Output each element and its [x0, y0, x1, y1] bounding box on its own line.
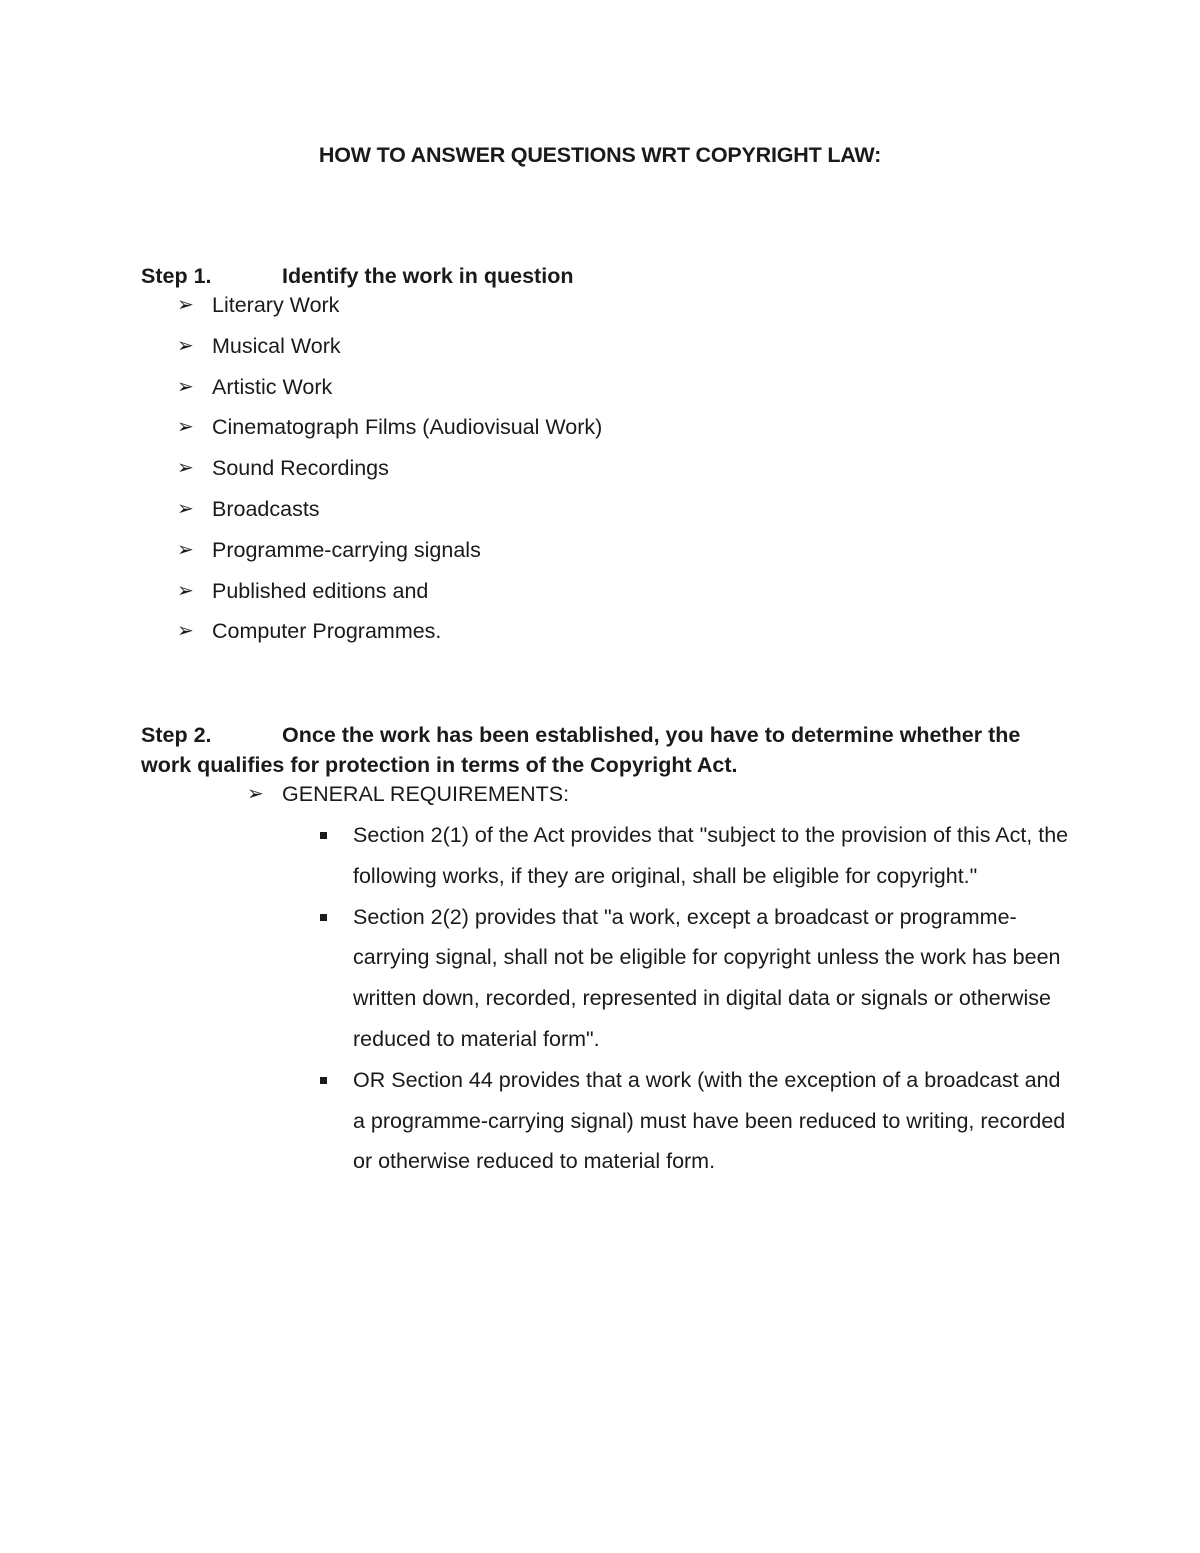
arrow-bullet-icon: ➢ — [177, 457, 194, 480]
requirements-list — [318, 815, 1078, 1182]
list-item — [177, 576, 777, 617]
requirement-text: Section 2(1) of the Act provides that "subject to the provision of this Act, the following works, if they are original, shall be eligible for copyright." — [353, 823, 1069, 888]
list-item — [318, 897, 1078, 1060]
arrow-bullet-icon: ➢ — [177, 416, 194, 439]
arrow-bullet-icon: ➢ — [177, 538, 194, 561]
list-item-label: Broadcasts — [212, 496, 320, 521]
arrow-bullet-icon: ➢ — [177, 334, 194, 357]
arrow-bullet-icon: ➢ — [177, 375, 194, 398]
list-item — [318, 815, 1078, 897]
list-item-label: Computer Programmes. — [212, 619, 442, 644]
square-bullet-icon — [320, 1077, 327, 1084]
list-item — [177, 453, 777, 494]
arrow-bullet-icon: ➢ — [247, 783, 264, 805]
general-requirements-label: GENERAL REQUIREMENTS: — [282, 782, 570, 806]
list-item-label: Published editions and — [212, 578, 429, 603]
list-item — [177, 535, 777, 576]
arrow-bullet-icon: ➢ — [177, 294, 194, 316]
step-1-text: Identify the work in question — [282, 264, 574, 288]
list-item — [177, 494, 777, 535]
requirement-text: OR Section 44 provides that a work (with the exception of a broadcast and a programme-carrying signal) must have been reduced to writing, recorded or otherwise reduced to material form. — [353, 1067, 1066, 1174]
arrow-bullet-icon: ➢ — [177, 620, 194, 643]
step-2-text: Once the work has been established, you have to determine whether the work qualifies for protection in terms of the Copyright Act. — [141, 723, 1021, 777]
list-item — [177, 616, 777, 657]
list-item — [177, 290, 777, 331]
list-item-label: Sound Recordings — [212, 456, 389, 481]
list-item — [318, 1060, 1078, 1182]
step-2-heading — [141, 720, 1061, 780]
arrow-bullet-icon: ➢ — [177, 497, 194, 520]
requirement-text: Section 2(2) provides that "a work, except a broadcast or programme-carrying signal, shall not be eligible for copyright unless the work has been written down, recorded, represented in digital data or signals or otherwise reduced to material form". — [353, 904, 1061, 1051]
square-bullet-icon — [320, 832, 327, 839]
list-item-label: Artistic Work — [212, 374, 333, 399]
work-types-list — [177, 290, 777, 657]
step-1-number: Step 1. — [141, 264, 212, 288]
arrow-bullet-icon: ➢ — [177, 579, 194, 602]
list-item — [177, 331, 777, 372]
list-item-label: Programme-carrying signals — [212, 537, 481, 562]
page-title: HOW TO ANSWER QUESTIONS WRT COPYRIGHT LAW: — [318, 143, 882, 167]
step-1-heading — [141, 261, 1061, 291]
list-item — [177, 372, 777, 413]
square-bullet-icon — [320, 914, 327, 921]
list-item — [177, 412, 777, 453]
list-item-label: Cinematograph Films (Audiovisual Work) — [212, 415, 603, 440]
list-item-label: Musical Work — [212, 333, 341, 358]
step-2-number: Step 2. — [141, 723, 212, 747]
list-item-label: Literary Work — [212, 293, 340, 317]
